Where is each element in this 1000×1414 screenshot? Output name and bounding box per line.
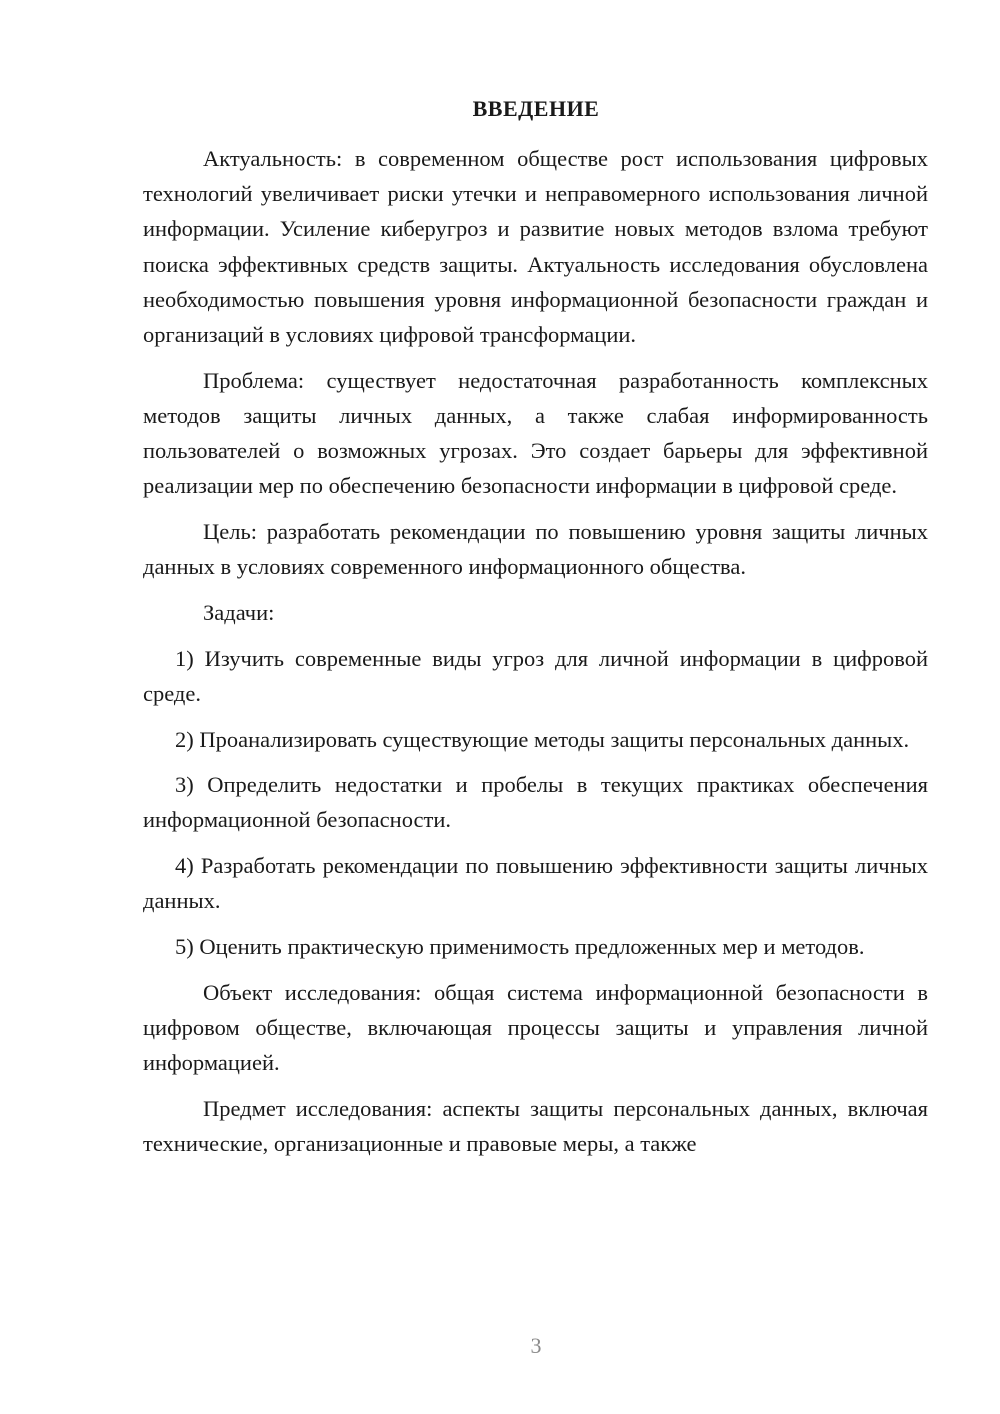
tasks-heading: Задачи:: [203, 599, 275, 625]
task-item: 2) Проанализировать существующие методы защиты персональных данных.: [175, 726, 910, 752]
page-title: ВВЕДЕНИЕ: [472, 96, 600, 121]
task-item: 1) Изучить современные виды угроз для личной информации в цифровой среде.: [143, 645, 928, 706]
page-number: 3: [530, 1333, 542, 1358]
task-item: 5) Оценить практическую применимость предложенных мер и методов.: [175, 934, 865, 960]
document-body: [143, 141, 928, 1172]
paragraph-subject: Предмет исследования: аспекты защиты персональных данных, включая технические, организационные и правовые меры, а также: [143, 1095, 928, 1157]
paragraph-problem: Проблема: существует недостаточная разработанность комплексных методов защиты личных данных, а также слабая информированность пользователей о возможных угрозах. Это создает барьеры для эффективной реализации мер по обеспечению безопасности информации в цифровой среде.: [143, 367, 928, 499]
task-item: 4) Разработать рекомендации по повышению эффективности защиты личных данных.: [143, 853, 928, 914]
paragraph-object: Объект исследования: общая система информационной безопасности в цифровом обществе, включающая процессы защиты и управления личной информацией.: [143, 979, 928, 1076]
task-item: 3) Определить недостатки и пробелы в текущих практиках обеспечения информационной безопасности.: [143, 772, 928, 833]
paragraph-goal: Цель: разработать рекомендации по повышению уровня защиты личных данных в условиях современного информационного общества.: [143, 519, 928, 580]
paragraph-relevance: Актуальность: в современном обществе рост использования цифровых технологий увеличивает риски утечки и неправомерного использования личной информации. Усиление киберугроз и развитие новых методов взлома требуют поиска эффективных средств защиты. Актуальность исследования обусловлена необходимостью повышения уровня информационной безопасности граждан и организаций в условиях цифровой трансформации.: [143, 146, 928, 348]
